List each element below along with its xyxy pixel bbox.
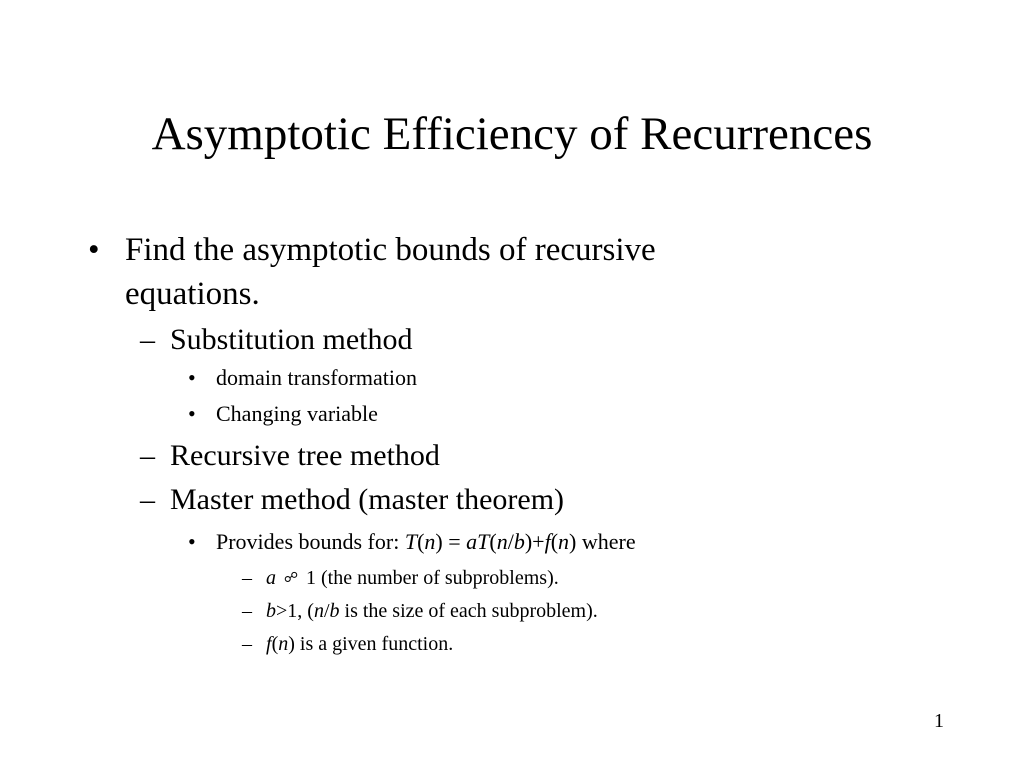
sub-substitution-method: Substitution method bbox=[170, 323, 413, 356]
var-f: f bbox=[266, 633, 272, 655]
formula-equals: ) = bbox=[435, 529, 467, 554]
condition-b bbox=[266, 597, 598, 625]
var-n: n bbox=[278, 633, 289, 655]
bullet-find-bounds-line2: equations. bbox=[125, 276, 260, 312]
formula-paren: ( bbox=[489, 529, 497, 554]
item-changing-variable: Changing variable bbox=[216, 401, 378, 426]
formula-b: b bbox=[513, 529, 525, 554]
dash-marker: – bbox=[242, 633, 252, 655]
formula-where: ) where bbox=[569, 529, 636, 554]
formula-n: n bbox=[496, 529, 508, 554]
formula-n: n bbox=[558, 529, 570, 554]
var-a: a bbox=[266, 567, 276, 589]
bullet-marker: • bbox=[188, 365, 196, 390]
formula-T: T bbox=[404, 529, 418, 554]
slide-title: Asymptotic Efficiency of Recurrences bbox=[151, 108, 873, 160]
dash-marker: – bbox=[140, 439, 155, 472]
bullet-marker: • bbox=[188, 529, 196, 554]
condition-b-gt: >1, ( bbox=[276, 600, 314, 622]
var-b: b bbox=[266, 600, 276, 622]
var-n: n bbox=[313, 600, 324, 622]
formula-paren: ( bbox=[417, 529, 425, 554]
formula-n: n bbox=[424, 529, 436, 554]
condition-f bbox=[266, 630, 453, 658]
formula-paren: ( bbox=[550, 529, 559, 554]
condition-a-text: 1 (the number of subproblems). bbox=[306, 567, 559, 589]
dash-marker: – bbox=[242, 600, 252, 622]
dash-marker: – bbox=[140, 323, 155, 356]
var-b: b bbox=[329, 600, 340, 622]
sub-recursive-tree-method: Recursive tree method bbox=[170, 439, 440, 472]
dash-marker: – bbox=[242, 567, 252, 589]
condition-b-text: is the size of each subproblem). bbox=[339, 600, 598, 622]
dash-marker: – bbox=[140, 483, 155, 516]
formula-f: f bbox=[544, 529, 551, 554]
page-number: 1 bbox=[934, 710, 944, 732]
bullet-find-bounds-line1: Find the asymptotic bounds of recursive bbox=[125, 232, 656, 268]
formula-a: a bbox=[466, 529, 478, 554]
sub-master-method: Master method (master theorem) bbox=[170, 483, 565, 516]
item-provides-bounds bbox=[216, 527, 636, 557]
greater-equal-symbol-icon: ☍ bbox=[283, 570, 299, 586]
condition-f-text: ) is a given function. bbox=[288, 633, 454, 655]
formula-slash: / bbox=[323, 600, 330, 622]
item-domain-transformation: domain transformation bbox=[216, 365, 418, 390]
bullet-marker: • bbox=[188, 401, 196, 426]
condition-a bbox=[266, 564, 559, 592]
formula-slash: / bbox=[507, 529, 514, 554]
provides-prefix: Provides bounds for: bbox=[216, 529, 405, 554]
formula-T: T bbox=[477, 529, 490, 554]
formula-plus: )+ bbox=[524, 529, 545, 554]
bullet-marker: • bbox=[88, 232, 100, 268]
formula-paren: ( bbox=[271, 633, 279, 655]
